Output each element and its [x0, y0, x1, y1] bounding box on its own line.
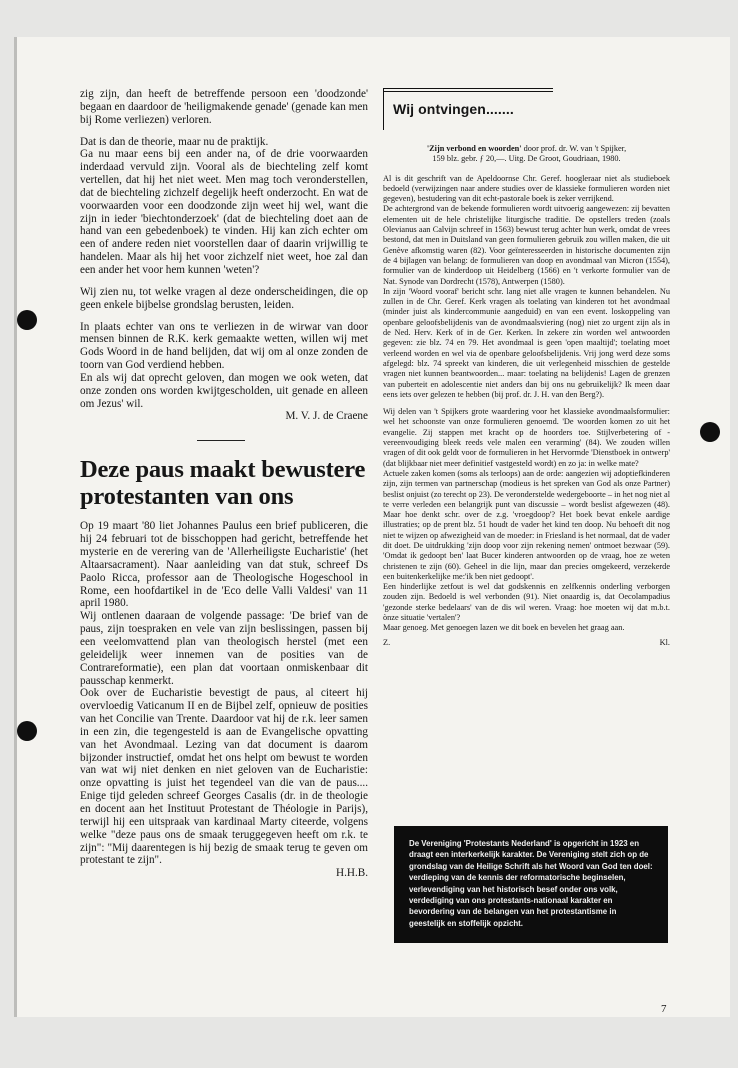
- review-signoff: [383, 638, 670, 648]
- punch-hole-right: [700, 422, 720, 442]
- page-number: 7: [661, 1003, 667, 1015]
- review-paragraph: Een hinderlijke zetfout is wel dat godskennis en zelfkennis onderling verborgen zouden zijn. Bedoeld is wel verbonden (91). Niet onaardig is, dat Oecolampadius 'gezonde sterke bedelaars' van de dis wil weren. Vraag: hoe moeten wij dat m.b.t. ònze situatie 'vertalen'?: [383, 582, 670, 623]
- book-publication: 159 blz. gebr. ƒ 20,—. Uitg. De Groot, Goudriaan, 1980.: [432, 154, 621, 164]
- intro-paragraph-5: En als wij dat oprecht geloven, dan mogen we ook weten, dat onze zonden ons worden kwijtgescholden, uit genade en alleen om Jezus' wil.: [80, 371, 368, 410]
- signoff-right: Kl.: [659, 637, 670, 647]
- review-paragraph: De achtergrond van de bekende formulieren wordt uitvoerig aangewezen: zij bevatten elementen uit de hele christelijke liturgische traditie. De opstellers treden (zoals Olevianus aan Calvijn schreef in 1563) bewust terug achter hun werk, omdat de vrees bestond, dat men in Duitsland van geen formulieren gebruik zou willen maken, die uit Genève afkomstig waren (82). Voor geïnteresseerden in historische documenten zijn de 4 bijlagen van belang: de formulieren van doop en avondmaal van Micron (1554), formulier van de kinderdoop uit Heidelberg (1566) en 't verkorte formulier van de Nat. Synode van Dordrecht (1578), Antwerpen (1580).: [383, 204, 670, 286]
- received-heading-box: [383, 88, 670, 130]
- signoff-left: Z.: [383, 637, 391, 647]
- association-notice: De Vereniging 'Protestants Nederland' is opgericht in 1923 en draagt een interkerkelijk karakter. De Vereniging stelt zich op de grondslag van de Heilige Schrift als het Woord van God ten doel: verdieping van de kennis der reformatorische beginselen, verlevendiging van het historisch besef onder ons volk, verdediging van ons protestants-nationaal karakter en bevordering van de belangen van het protestantisme in geestelijk en stoffelijk opzicht.: [394, 826, 668, 943]
- review-paragraph: Actuele zaken komen (soms als terloops) aan de orde: aangezien wij adoptiefkinderen zijn, zijn termen van partnerschap (modieus is het spreken van God als onze Partner) beslist onjuist (zo terecht op 23). De veronderstelde wedergeboorte – in het nog niet al te verre verleden een belangrijk punt van discussie – wordt beslist afgewezen (48). Maar hoe denkt schr. over de z.g. 'vroegdoop'? Het boek bevat enkele aardige illustraties; op de prent blz. 51 houdt de vader het kind ten doop. Nu behoeft dit nog niet te wijzen op afwezigheid van de moeder: in Friesland is het normaal, dat de vader dit doet. De uitdrukking 'zijn doop voor zijn rekening nemen' ontmoet bezwaar (59). 'Omdat ik gedoopt ben' laat Bucer kinderen antwoorden op de vraag, hoe ze weten christenen te zijn (60). Geheel in die lijn, maar dan precies omgekeerd, verzekerde een buitenkerkelijke me:'ik ben niet gedoopt'.: [383, 468, 670, 581]
- intro-paragraph-4: In plaats echter van ons te verliezen in de wirwar van door mensen binnen de R.K. kerk gemaakte wetten, willen wij met Gods Woord in de hand belijden, dat wij om al onze zonden de toorn van God verdiend hebben.: [80, 320, 368, 372]
- book-author: door prof. dr. W. van 't Spijker,: [521, 144, 627, 153]
- heading-frame-top: [383, 88, 553, 89]
- heading-frame-top-inner: [383, 91, 553, 92]
- review-paragraph: In zijn 'Woord vooraf' bericht schr. lang niet alle vragen te kunnen behandelen. Nu zullen in de Chr. Geref. Kerk vragen als toelating van kinderen tot het avondmaal (minder juist als kindercommunie aangeduid) en van een event. loskoppeling van openbare geloofsbelijdenis van de avondmaalsviering (nog) niet zo urgent zijn als in de Ned. Herv. Kerk of in de Ger. Kerken. In zekere zin worden wel antwoorden gegeven: zie blz. 74 en 79. Het avondmaal is geen 'open maaltijd'; toelating moet verleend worden en wel via de openbare geloofsbelijdenis. Vrij jong werd deze soms afgelegd: blz. 74 spreekt van kinderen, die uit verlegenheid misschien de gestelde vragen niet kunnen beantwoorden... maar: toelating na belijdenis! Lagen de grenzen van puberteit en adolescentie niet anders dan bij ons nu gebruikelijk? Ik meen daar eens iets over gelezen te hebben (bij prof. dr. J. H. van den Berg?).: [383, 286, 670, 399]
- section-divider: [197, 440, 245, 441]
- article-title: Deze paus maakt bewustere protestanten van ons: [80, 456, 366, 511]
- review-paragraph: Al is dit geschrift van de Apeldoornse Chr. Geref. hoogleraar niet als studieboek bedoeld (verwijzingen naar andere studies over de klassieke formulieren worden niet gegeven), bestudering van dit echt-pastorale boek is zeker verrijkend.: [383, 173, 670, 204]
- intro-paragraph-2a: Dat is dan de theorie, maar nu de praktijk.: [80, 135, 269, 148]
- article-paragraph-1: Op 19 maart '80 liet Johannes Paulus een brief publiceren, die hij 24 februari tot de bisschoppen had gericht, betreffende het mysterie en de verering van de 'Allerheiligste Eucharistie' (het Altaarsacrament). Naar aanleiding van dat stuk, schreef Ds Paolo Ricca, professor aan de Theologische Hogeschool in Rome, een hoofdartikel in de 'Eco delle Valli Valdesi' van 11 april 1980.: [80, 520, 368, 610]
- review-paragraph: Wij delen van 't Spijkers grote waardering voor het klassieke avondmaalsformulier: wel het schoonste van onze formulieren genoemd. 'De woorden komen zo uit het evangelie. Zij stappen met kracht op de hoorders toe. Stijlverbetering of -vereenvoudiging bleek reeds vele malen een verarming' (84). We zouden willen vragen of dit ook geldt voor de formulieren in het Hervormde 'Dienstboek in ontwerp' (dat blijkbaar niet meer definitief vastgesteld wordt) en zo ja: in welke mate?: [383, 407, 670, 468]
- intro-paragraph-3: Wij zien nu, tot welke vragen al deze onderscheidingen, die op geen enkele bijbelse grondslag berusten, leiden.: [80, 285, 368, 311]
- punch-hole-left-top: [17, 310, 37, 330]
- article-signature: H.H.B.: [335, 867, 368, 880]
- received-heading: Wij ontvingen.......: [393, 101, 514, 117]
- punch-hole-left-bottom: [17, 721, 37, 741]
- scan-edge: [14, 37, 17, 1017]
- heading-frame-vertical: [383, 88, 384, 130]
- intro-paragraph-2b: Ga nu maar eens bij een ander na, of de drie voorwaarden inderdaad vervuld zijn. Vooral als de biechteling zelf komt vertellen, dat hij het niet weet. Men mag toch veronderstellen, dat de biechteling zichzelf degelijk heeft onderzocht. En wat de voorwaarden voor een doodzonde zijn weet hij wel, want die zijn in ieder 'biechtonderzoek' (dat de biechteling doet aan de hand van een gebedenboek) te vinden. Hij kan zich echter om een of andere reden niet voorstellen daar of daarin vrijwillig te handelen. Maar als hij het voor zichzelf niet weet, hoe zal dan een ander het voor hem kunnen 'weten'?: [80, 148, 368, 276]
- review-paragraph: Maar genoeg. Met genoegen lazen we dit boek en bevelen het graag aan.: [383, 623, 625, 633]
- book-reference: [383, 144, 670, 165]
- book-title: 'Zijn verbond en woorden': [426, 144, 522, 153]
- left-column: [80, 88, 368, 880]
- article-paragraph-2: Wij ontlenen daaraan de volgende passage: 'De brief van de paus, zijn toespraken en vele van zijn beslissingen, passen bij een veelomvattend plan van theologisch herstel (met een geleidelijk weer innemen van de posities van de Contrareformatie), een plan dat voortaan onmiskenbaar dit pausschap kenmerkt.: [80, 610, 368, 687]
- intro-paragraph-1: zig zijn, dan heeft de betreffende persoon een 'doodzonde' begaan en daardoor de 'heiligmakende genade' (genade kan men bij Rome verliezen) verloren.: [80, 88, 368, 126]
- intro-signature: M. V. J. de Craene: [285, 410, 368, 423]
- right-column: [383, 88, 670, 648]
- article-paragraph-3: Ook over de Eucharistie bevestigt de paus, al citeert hij overvloedig Vaticanum II en de Bijbel zelf, opnieuw de posities van het Concilie van Trente. Daardoor vat hij de r.k. leer samen in een zin, die tegengesteld is aan de Evangelische opvatting van het Avondmaal. Lezing van dat document is daarom bijzonder instructief, omdat het ons helpt om bewust te worden van wat wij niet denken en niet geloven van de Eucharistie: onze opvatting is juist het tegendeel van die van de paus.... Enige tijd geleden schreef Georges Casalis (dr. in de theologie en docent aan het Instituut Protestant de Théologie in Parijs), terwijl hij een uitspraak van kardinaal Marty citeerde, volgens welke "deze paus ons de smaak teruggegeven heeft om r.k. te zijn": "Mij daarentegen is hij bezig de smaak terug te geven om protestant te zijn".: [80, 687, 368, 867]
